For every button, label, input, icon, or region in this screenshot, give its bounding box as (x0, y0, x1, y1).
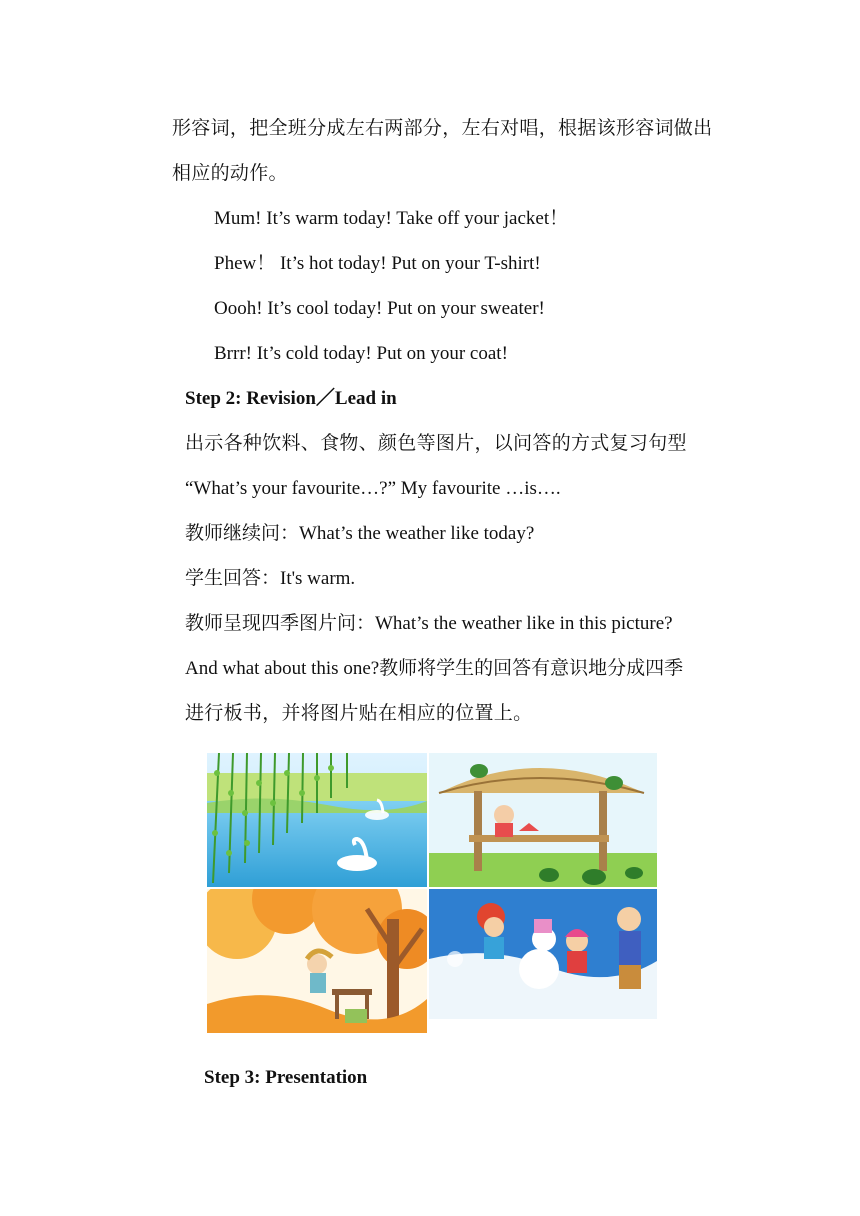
spring-picture (207, 753, 427, 887)
step2-paragraph-2: “What’s your favourite…?” My favourite …is…. (185, 478, 561, 499)
step2-paragraph-3: 教师继续问：What’s the weather like today? (185, 523, 535, 544)
step2-paragraph-7: 进行板书，并将图片贴在相应的位置上。 (185, 703, 533, 724)
summer-picture (429, 753, 657, 887)
chant-line-warm: Mum! It’s warm today! Take off your jacket！ (214, 208, 569, 229)
chant-line-hot: Phew！ It’s hot today! Put on your T-shirt! (214, 253, 541, 274)
step2-paragraph-6: And what about this one?教师将学生的回答有意识地分成四季 (185, 658, 684, 679)
step3-heading: Step 3: Presentation (204, 1067, 368, 1088)
step2-heading: Step 2: Revision／Lead in (185, 388, 397, 409)
intro-line-1: 形容词，把全班分成左右两部分，左右对唱，根据该形容词做出 (172, 118, 713, 139)
step2-paragraph-4: 学生回答：It's warm. (185, 568, 356, 589)
step2-paragraph-5: 教师呈现四季图片问：What’s the weather like in this picture? (185, 613, 673, 634)
winter-picture (429, 889, 657, 1019)
intro-line-2: 相应的动作。 (172, 163, 288, 184)
chant-line-cold: Brrr! It’s cold today! Put on your coat! (214, 343, 508, 364)
autumn-picture (207, 889, 427, 1033)
step2-paragraph-1: 出示各种饮料、食物、颜色等图片，以问答的方式复习句型 (185, 433, 687, 454)
chant-line-cool: Oooh! It’s cool today! Put on your sweater! (214, 298, 545, 319)
